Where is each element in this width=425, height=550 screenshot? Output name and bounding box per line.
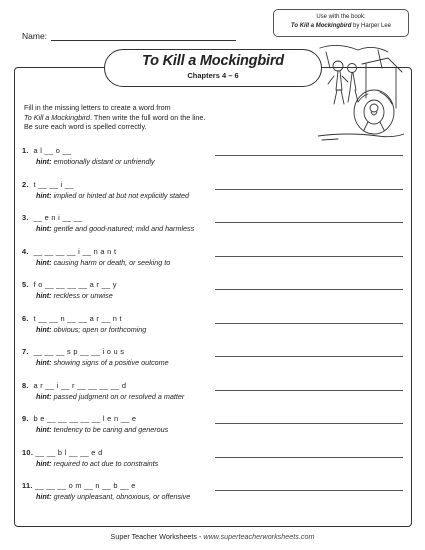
hint-text: tendency to be caring and generous xyxy=(53,425,169,434)
hint-label: hint: xyxy=(36,391,52,401)
word-pattern: __ __ __ __ i __ n a n t xyxy=(33,246,117,256)
answer-line[interactable] xyxy=(215,490,403,491)
word-pattern: __ __ __ s p __ __ i o u s xyxy=(33,347,125,356)
word-pattern: __ __ __ o m __ n __ b __ e xyxy=(35,481,136,490)
word-item xyxy=(22,481,404,515)
item-number: 2. xyxy=(22,179,29,189)
word-item xyxy=(22,347,404,381)
hint-label: hint: xyxy=(36,291,52,300)
hint-text: causing harm or death, or seeking to xyxy=(53,257,171,267)
word-pattern-row xyxy=(22,347,124,356)
hint-text: passed judgment on or resolved a matter xyxy=(53,391,185,401)
item-number: 11. xyxy=(22,481,33,490)
name-row xyxy=(22,31,236,41)
item-number: 3. xyxy=(22,213,29,222)
hint-row xyxy=(36,258,170,267)
word-pattern-row xyxy=(22,481,136,490)
children-tire-illustration xyxy=(318,38,404,142)
answer-line[interactable] xyxy=(215,222,403,223)
title-banner xyxy=(104,49,322,87)
instructions-line-1: Fill in the missing letters to create a word from xyxy=(24,103,171,112)
hint-label: hint: xyxy=(36,425,52,434)
instructions-line-2-rest: . Then write the full word on the line. xyxy=(90,112,206,122)
answer-line[interactable] xyxy=(215,256,403,257)
item-number: 4. xyxy=(22,246,29,256)
word-pattern-row xyxy=(22,280,117,289)
hint-label: hint: xyxy=(36,458,52,468)
hint-label: hint: xyxy=(36,190,52,200)
word-item xyxy=(22,414,404,448)
hint-row xyxy=(36,224,194,233)
word-pattern-row xyxy=(22,213,82,222)
word-item xyxy=(22,146,404,180)
hint-label: hint: xyxy=(36,257,52,267)
footer-brand: Super Teacher Worksheets xyxy=(110,532,197,541)
word-pattern: __ e n i __ __ xyxy=(33,213,83,222)
answer-line[interactable] xyxy=(215,390,403,391)
item-number: 1. xyxy=(22,146,29,155)
item-number: 10. xyxy=(22,447,34,457)
hint-text: reckless or unwise xyxy=(53,291,113,300)
word-pattern: __ __ b l __ __ e d xyxy=(35,447,103,457)
book-reference-line xyxy=(274,22,408,31)
hint-label: hint: xyxy=(36,324,52,334)
hint-text: required to act due to constraints xyxy=(53,458,159,468)
hint-label: hint: xyxy=(36,492,52,501)
item-number: 9. xyxy=(22,414,29,423)
hint-text: implied or hinted at but not explicitly stated xyxy=(53,190,190,200)
word-pattern: t __ __ i __ xyxy=(33,179,74,189)
book-reference-author: by Harper Lee xyxy=(351,23,392,29)
hint-label: hint: xyxy=(36,224,52,233)
instructions-line-3: Be sure each word is spelled correctly. xyxy=(24,122,147,131)
hint-row xyxy=(36,358,169,367)
worksheet-title: To Kill a Mockingbird xyxy=(142,53,284,69)
word-pattern: a l __ o __ xyxy=(33,146,72,155)
chapters-label: Chapters 4 – 6 xyxy=(187,71,239,80)
hint-text: showing signs of a positive outcome xyxy=(53,358,169,367)
word-pattern-row xyxy=(22,448,102,457)
word-item xyxy=(22,381,404,415)
word-item xyxy=(22,280,404,314)
hint-row xyxy=(36,157,155,166)
item-number: 6. xyxy=(22,313,29,323)
item-number: 8. xyxy=(22,380,29,390)
word-pattern-row xyxy=(22,314,122,323)
instructions-line-2 xyxy=(24,113,294,123)
word-pattern-row xyxy=(22,247,116,256)
answer-line[interactable] xyxy=(215,155,403,156)
item-number: 7. xyxy=(22,347,29,356)
hint-row xyxy=(36,492,190,501)
hint-text: gentle and good-natured; mild and harmless xyxy=(53,224,195,233)
hint-row xyxy=(36,425,168,434)
book-reference-box xyxy=(273,9,409,37)
answer-line[interactable] xyxy=(215,323,403,324)
word-item xyxy=(22,180,404,214)
hint-text: greatly unpleasant, obnoxious, or offensive xyxy=(53,492,191,501)
hint-row xyxy=(36,325,146,334)
hint-text: obvious; open or forthcoming xyxy=(53,324,147,334)
footer-url-link[interactable]: www.superteacherworksheets.com xyxy=(203,532,315,541)
answer-line[interactable] xyxy=(215,423,403,424)
word-pattern-row xyxy=(22,146,71,155)
word-item xyxy=(22,213,404,247)
hint-text: emotionally distant or unfriendly xyxy=(53,157,155,166)
word-pattern: b e __ __ __ __ __ l e n __ e xyxy=(33,414,137,423)
hint-label: hint: xyxy=(36,358,52,367)
word-pattern-row xyxy=(22,180,74,189)
footer-separator: - xyxy=(196,532,204,541)
answer-line[interactable] xyxy=(215,356,403,357)
word-item xyxy=(22,314,404,348)
word-pattern: t __ __ n __ __ a r __ n t xyxy=(33,313,122,323)
answer-line[interactable] xyxy=(215,289,403,290)
answer-line[interactable] xyxy=(215,457,403,458)
name-label: Name: xyxy=(22,31,48,41)
word-item xyxy=(22,448,404,482)
hint-row xyxy=(36,291,113,300)
word-pattern-row xyxy=(22,414,136,423)
hint-label: hint: xyxy=(36,157,52,166)
word-pattern: f o __ __ __ __ a r __ y xyxy=(33,280,117,289)
word-pattern: a r __ i __ r __ __ __ __ d xyxy=(33,380,127,390)
answer-line[interactable] xyxy=(215,189,403,190)
book-reference-intro: Use with the book: xyxy=(316,14,366,20)
instructions xyxy=(24,103,294,132)
hint-row xyxy=(36,392,184,401)
hint-row xyxy=(36,191,189,200)
word-item xyxy=(22,247,404,281)
footer xyxy=(0,532,425,541)
item-number: 5. xyxy=(22,280,29,289)
instructions-book-title: To Kill a Mockingbird xyxy=(24,112,91,122)
hint-row xyxy=(36,459,158,468)
word-items-list xyxy=(22,146,404,515)
book-reference-title: To Kill a Mockingbird xyxy=(290,23,352,29)
word-pattern-row xyxy=(22,381,126,390)
name-field[interactable] xyxy=(51,32,236,41)
